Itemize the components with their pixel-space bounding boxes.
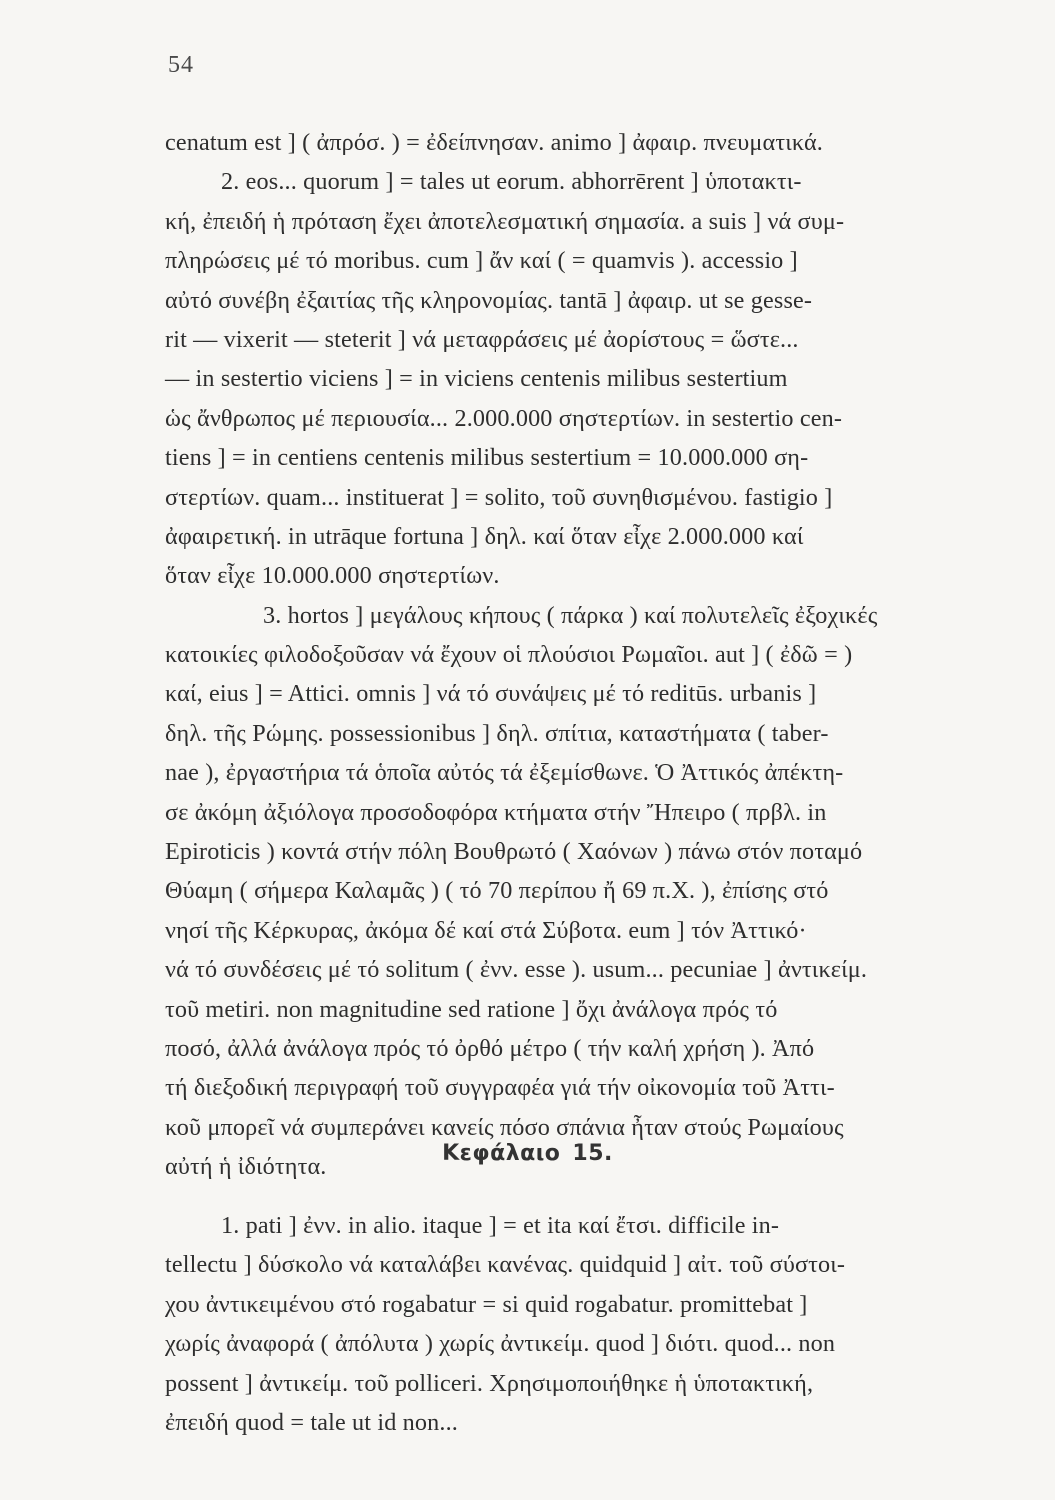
text-line: νά τό συνδέσεις μέ τό solitum ( ἐνν. esse ). usum... pecuniae ] ἀντικείμ. (165, 956, 868, 984)
text-line: possent ] ἀντικείμ. τοῦ polliceri. Χρησιμοποιήθηκε ἡ ὑποτακτική, (165, 1369, 814, 1397)
text-line: καί, eius ] = Attici. omnis ] νά τό συνάψεις μέ τό reditūs. urbanis ] (165, 680, 817, 708)
text-line: nae ), ἐργαστήρια τά ὁποῖα αὐτός τά ἐξεμίσθωνε. Ὁ Ἀττικός ἀπέκτη- (165, 759, 844, 787)
text-line: ὅταν εἶχε 10.000.000 σηστερτίων. (165, 562, 500, 590)
chapter-heading (0, 1141, 1055, 1166)
text-line: αὐτό συνέβη ἐξαιτίας τῆς κληρονομίας. tantā ] ἀφαιρ. ut se gesse- (165, 286, 813, 314)
page-number: 54 (168, 52, 194, 78)
text-line: — in sestertio viciens ] = in viciens centenis milibus sestertium (165, 365, 788, 393)
text-line: ἐπειδή quod = tale ut id non... (165, 1408, 458, 1436)
text-line: κοῦ μπορεῖ νά συμπεράνει κανείς πόσο σπάνια ἦταν στούς Ρωμαίους (165, 1113, 844, 1141)
text-line: χου ἀντικειμένου στό rogabatur = si quid rogabatur. promittebat ] (165, 1290, 808, 1318)
text-line: tellectu ] δύσκολο νά καταλάβει κανένας. quidquid ] αἰτ. τοῦ σύστοι- (165, 1251, 846, 1279)
text-line: ποσό, ἀλλά ἀνάλογα πρός τό ὀρθό μέτρο ( τήν καλή χρήση ). Ἀπό (165, 1034, 815, 1062)
text-line: νησί τῆς Κέρκυρας, ἀκόμα δέ καί στά Σύβοτα. eum ] τόν Ἀττικό· (165, 916, 807, 944)
text-line: αὐτή ἡ ἰδιότητα. (165, 1153, 327, 1181)
text-line: ἀφαιρετική. in utrāque fortuna ] δηλ. καί ὅταν εἶχε 2.000.000 καί (165, 522, 804, 550)
text-line: δηλ. τῆς Ρώμης. possessionibus ] δηλ. σπίτια, καταστήματα ( taber- (165, 719, 829, 747)
text-line: τή διεξοδική περιγραφή τοῦ συγγραφέα γιά τήν οἰκονομία τοῦ Ἀττι- (165, 1074, 835, 1102)
text-line: κατοικίες φιλοδοξοῦσαν νά ἔχουν οἱ πλούσιοι Ρωμαῖοι. aut ] ( ἐδῶ = ) (165, 641, 853, 669)
text-line: 3. hortos ] μεγάλους κήπους ( πάρκα ) καί πολυτελεῖς ἐξοχικές (263, 601, 878, 629)
text-line: ὡς ἄνθρωπος μέ περιουσία... 2.000.000 σηστερτίων. in sestertio cen- (165, 404, 843, 432)
text-line: κή, ἐπειδή ἡ πρόταση ἔχει ἀποτελεσματική σημασία. a suis ] νά συμ- (165, 207, 845, 235)
chapter-number: 15. (572, 1141, 613, 1166)
chapter-label: Κεφάλαιο (442, 1141, 561, 1166)
text-line: cenatum est ] ( ἀπρόσ. ) = ἐδείπνησαν. animo ] ἀφαιρ. πνευματικά. (165, 129, 823, 156)
text-line: χωρίς ἀναφορά ( ἀπόλυτα ) χωρίς ἀντικείμ. quod ] διότι. quod... non (165, 1330, 836, 1358)
text-line: rit — vixerit — steterit ] νά μεταφράσεις μέ ἀορίστους = ὥστε... (165, 325, 799, 353)
text-line: tiens ] = in centiens centenis milibus sestertium = 10.000.000 ση- (165, 444, 809, 472)
text-line: τοῦ metiri. non magnitudine sed ratione ] ὄχι ἀνάλογα πρός τό (165, 995, 778, 1023)
text-line: πληρώσεις μέ τό moribus. cum ] ἄν καί ( = quamvis ). accessio ] (165, 247, 798, 275)
commentary-section-1 (165, 123, 1023, 1187)
text-line: στερτίων. quam... instituerat ] = solito, τοῦ συνηθισμένου. fastigio ] (165, 483, 833, 511)
text-line: 1. pati ] ἐνν. in alio. itaque ] = et ita καί ἔτσι. difficile in- (221, 1212, 780, 1239)
text-line: 2. eos... quorum ] = tales ut eorum. abhorrērent ] ὑποτακτι- (221, 168, 802, 196)
commentary-section-2 (165, 1206, 1023, 1442)
text-line: Θύαμη ( σήμερα Καλαμᾶς ) ( τό 70 περίπου ἤ 69 π.Χ. ), ἐπίσης στό (165, 877, 829, 905)
text-line: σε ἀκόμη ἀξιόλογα προσοδοφόρα κτήματα στήν Ἤπειρο ( πρβλ. in (165, 798, 827, 826)
text-line: Epiroticis ) κοντά στήν πόλη Βουθρωτό ( Χαόνων ) πάνω στόν ποταμό (165, 838, 863, 866)
